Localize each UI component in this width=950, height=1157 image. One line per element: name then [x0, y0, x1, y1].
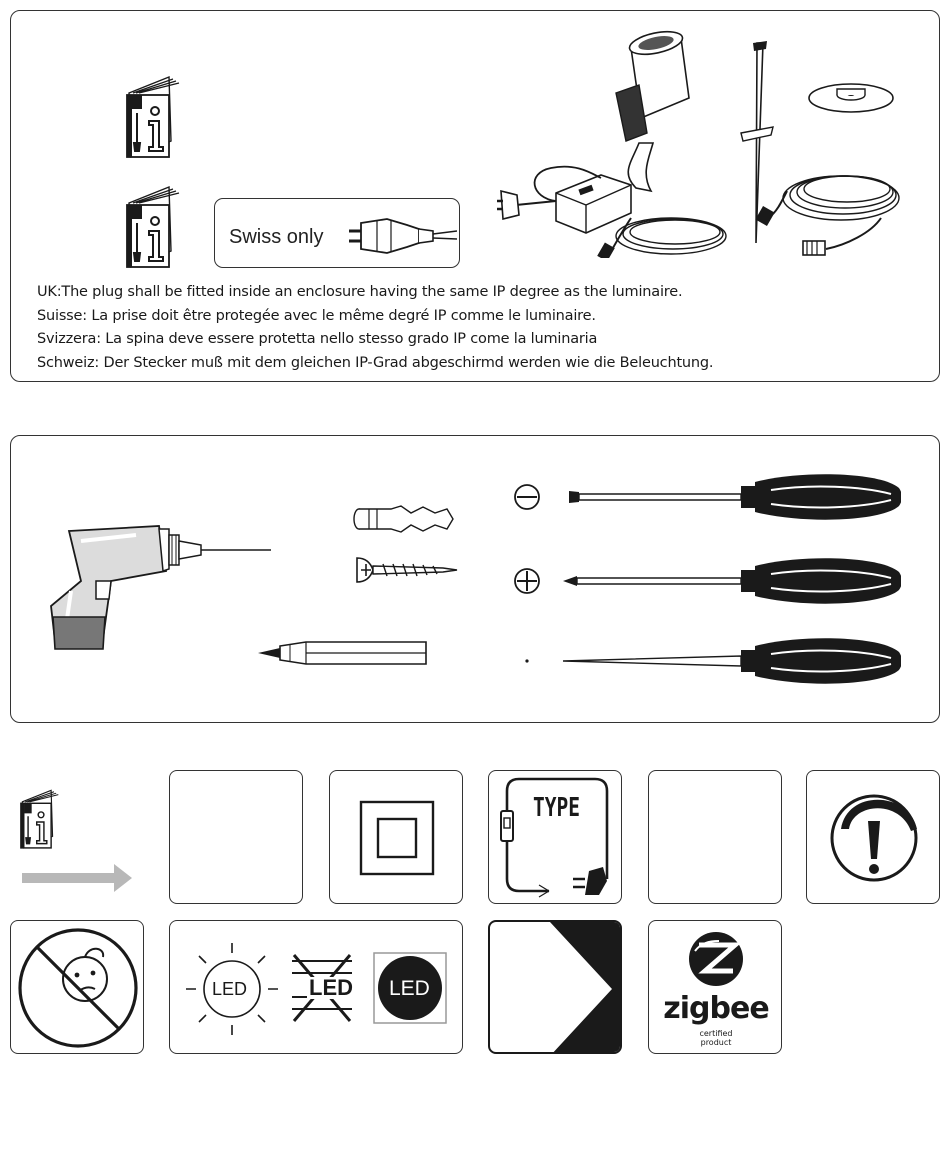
swiss-only-box [214, 198, 460, 268]
led-lit-label: LED [212, 979, 248, 999]
indoor-corner-icon [490, 922, 622, 1054]
symbol-no-children [10, 920, 144, 1054]
flat-screwdriver-icon [511, 472, 901, 522]
symbol-led-non-replaceable [169, 920, 463, 1054]
package-contents-panel [10, 10, 940, 382]
symbol-warning [806, 770, 940, 904]
class-ii-double-insulation-icon [330, 771, 463, 904]
tools-panel [10, 435, 940, 723]
note-de: Schweiz: Der Stecker muß mit dem gleichen IP-Grad abgeschirmd werden wie die Beleuchtung. [37, 354, 714, 371]
note-it: Svizzera: La spina deve essere protetta nello stesso grado IP come la luminaria [37, 331, 598, 347]
note-uk: UK:The plug shall be fitted inside an enclosure having the same IP degree as the luminaire. [37, 284, 683, 300]
zigbee-brand-label: zigbee [663, 991, 769, 1026]
phillips-screwdriver-icon [511, 556, 901, 606]
no-children-icon [11, 921, 144, 1054]
swiss-only-label: Swiss only [229, 226, 324, 248]
plug-enclosure-notes [37, 281, 713, 375]
manual-info-icon [21, 790, 58, 848]
wall-plug-icon [351, 504, 461, 534]
manual-info-icon [123, 181, 187, 273]
led-crossed-label: LED [309, 975, 353, 1000]
driver-box-icon [497, 167, 631, 233]
note-fr: Suisse: La prise doit être protegée avec le même degré IP comme le luminaire. [37, 307, 596, 324]
symbol-class-ii [329, 770, 463, 904]
type-label: TYPE [533, 793, 580, 823]
euro-plug-icon [347, 205, 457, 263]
warning-icon [807, 771, 940, 904]
symbol-zigbee [648, 920, 782, 1054]
pencil-icon [256, 636, 431, 670]
zigbee-product-label: product [700, 1038, 732, 1047]
spotlight-icon [616, 28, 689, 191]
product-parts-drawing [481, 23, 921, 258]
drill-icon [41, 521, 271, 671]
symbol-blank-2 [648, 770, 782, 904]
manual-info-icon [123, 71, 187, 163]
awl-icon [511, 636, 901, 686]
led-dark-label: LED [389, 977, 430, 1000]
cable-coil-icon [598, 218, 726, 258]
read-manual-arrow [18, 786, 138, 896]
cord-type-icon [489, 771, 622, 904]
extension-cable-icon [756, 176, 899, 255]
arrow-right-icon [22, 864, 132, 892]
symbol-blank-1 [169, 770, 303, 904]
base-plate-icon [809, 84, 893, 112]
symbol-type-cable [488, 770, 622, 904]
screw-icon [353, 554, 461, 586]
symbol-indoor-use [488, 920, 622, 1054]
zigbee-certified-label: certified [699, 1029, 733, 1038]
